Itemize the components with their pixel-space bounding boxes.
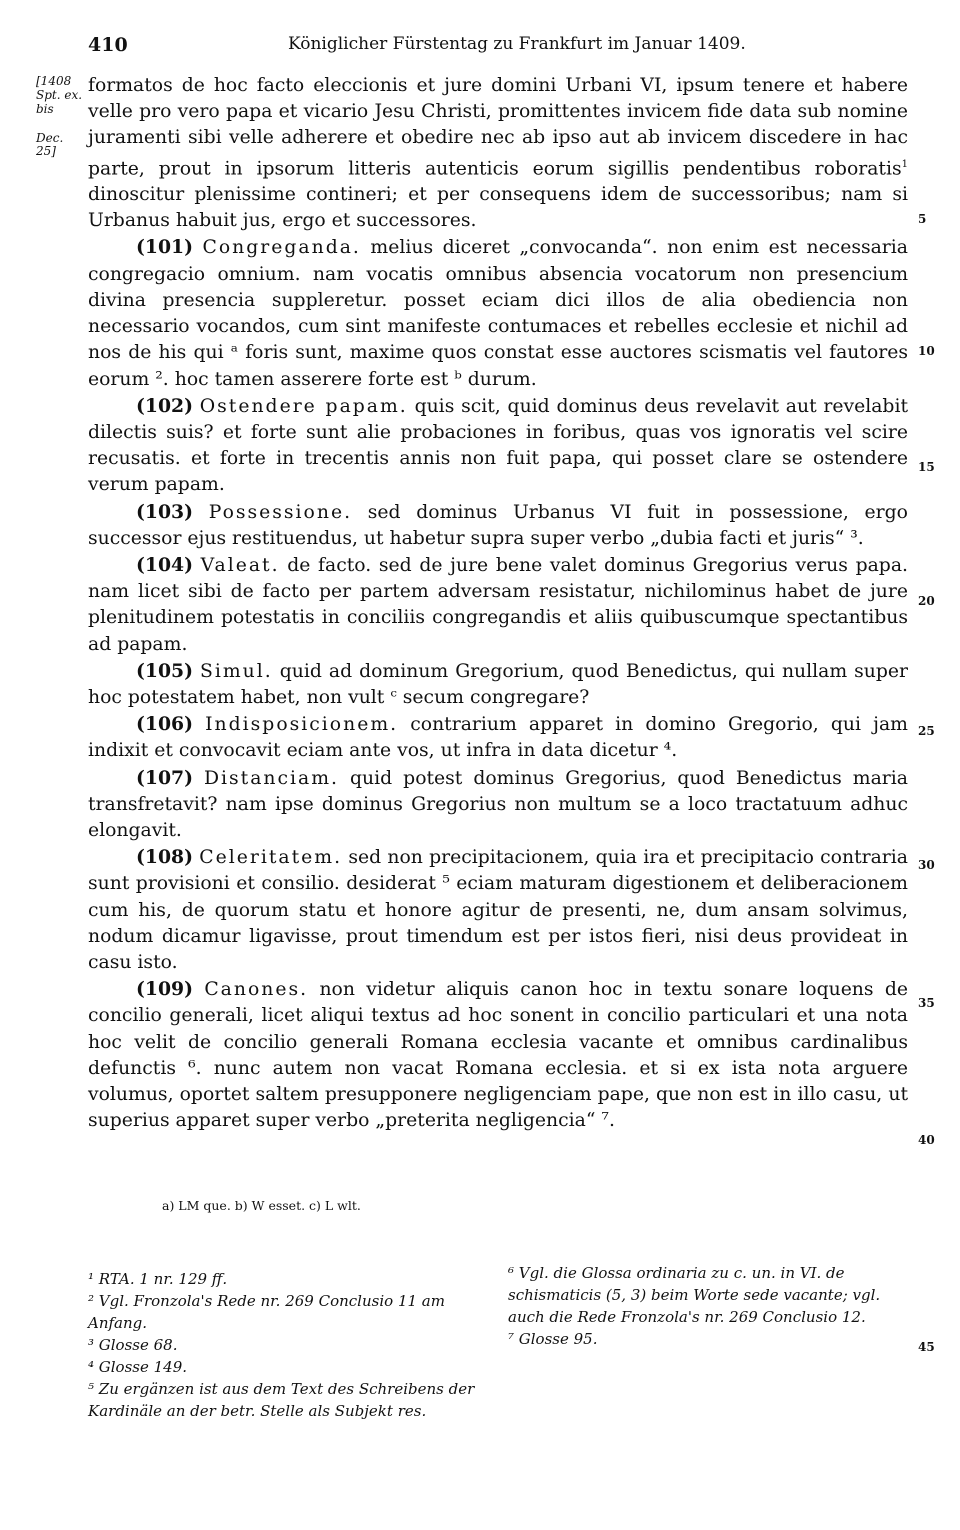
page-number: 410 — [88, 34, 128, 56]
gloss-number: (106) — [136, 713, 193, 736]
intro-text: formatos de hoc facto eleccionis et jure domini Urbani VI, ipsum tenere et habere velle pro vero papa et vicario Jesu Christi, promittentes invicem fide data sub nomine juramenti sibi velle adherere et obedire nec ab ipso aut ab invicem discedere in hac parte, prout in ipsorum litteris autenticis eorum sigillis pendentibus roboratis — [88, 75, 908, 179]
text-variants: a) LM que. b) W esset. c) L wlt. — [162, 1198, 361, 1213]
gloss-lemma: Congreganda. — [202, 237, 361, 259]
footnote: ⁶ Vgl. die Glossa ordinaria zu c. un. in VI. de schismaticis (5, 3) beim Worte sede vacante; vgl. auch die Rede Fronzola's nr. 269 Conclusio 12. — [508, 1264, 881, 1326]
gloss-text: quid potest dominus Gregorius, quod Benedictus maria transfretavit? nam ipse dominus Gregorius non multum se a loco tractatuum adhuc elongavit. — [88, 767, 908, 841]
gloss-lemma: Valeat. — [200, 554, 280, 576]
footnote: ³ Glosse 68. — [88, 1336, 178, 1354]
gloss-paragraph — [88, 844, 908, 976]
footnotes-left — [88, 1268, 488, 1422]
gloss-lemma: Celeritatem. — [199, 847, 343, 869]
gloss-paragraph — [88, 711, 908, 764]
gloss-paragraph — [88, 552, 908, 658]
line-number: 5 — [918, 212, 927, 226]
line-number: 25 — [918, 724, 935, 738]
gloss-paragraph — [88, 393, 908, 499]
margin-date-2: Spt. ex. — [36, 88, 83, 102]
gloss-lemma: Ostendere papam. — [199, 395, 408, 417]
gloss-number: (109) — [136, 978, 193, 1001]
gloss-paragraph — [88, 976, 908, 1134]
gloss-lemma: Distanciam. — [203, 767, 340, 789]
footnote-ref: 1 — [901, 158, 908, 170]
gloss-text: sed non precipitacionem, quia ira et precipitacio contraria sunt provisioni et consilio. desiderat ⁵ eciam maturam digestionem et deliberacionem cum his, de quorum statu et honore agitur de presenti, ne, dum ansam solvimus, nodum dicamur ligavisse, prout timendum est per istos fieri, nisi deus provideat in casu isto. — [88, 847, 908, 973]
gloss-number: (105) — [136, 659, 193, 682]
gloss-lemma: Simul. — [199, 660, 273, 682]
page-header — [88, 34, 903, 60]
gloss-number: (104) — [136, 553, 193, 576]
margin-date-3: bis — [36, 102, 54, 116]
gloss-lemma: Indisposicionem. — [205, 714, 399, 736]
gloss-text: contrarium apparet in domino Gregorio, qui jam indixit et convocavit eciam ante vos, ut infra in data dicetur ⁴. — [88, 714, 908, 762]
gloss-paragraph — [88, 234, 908, 392]
gloss-number: (108) — [136, 846, 193, 869]
gloss-text: sed dominus Urbanus VI fuit in possessione, ergo successor ejus restituendus, ut habetur supra super verbo „dubia facti et juris“ ³. — [88, 501, 908, 549]
intro-paragraph — [88, 73, 908, 234]
line-number: 35 — [918, 996, 935, 1010]
footnote: ⁴ Glosse 149. — [88, 1358, 188, 1376]
gloss-lemma: Possessione. — [208, 501, 353, 523]
gloss-number: (107) — [136, 766, 193, 789]
gloss-paragraph — [88, 499, 908, 552]
gloss-text: quis scit, quid dominus deus revelavit aut revelabit dilectis suis? et forte sunt alie probaciones in foribus, quas vos ignoratis vel scire recusatis. et forte in trecentis annis non fuit papa, qui posset clare se ostendere verum papam. — [88, 395, 908, 496]
gloss-text: quid ad dominum Gregorium, quod Benedictus, qui nullam super hoc potestatem habet, non vult ᶜ secum congregare? — [88, 660, 908, 708]
gloss-number: (103) — [136, 500, 193, 523]
line-number: 40 — [918, 1133, 935, 1147]
gloss-number: (102) — [136, 394, 193, 417]
line-number: 45 — [918, 1340, 935, 1354]
main-text — [88, 73, 908, 1134]
margin-date-1: [1408 — [36, 74, 72, 88]
gloss-paragraph — [88, 765, 908, 845]
footnote: ² Vgl. Fronzola's Rede nr. 269 Conclusio 11 am Anfang. — [88, 1292, 445, 1332]
line-number: 20 — [918, 594, 935, 608]
gloss-text: non videtur aliquis canon hoc in textu sonare loquens de concilio generali, licet aliqui textus ad hoc sonent in concilio particulari et una nota hoc velit de concilio generali Romana ecclesia vacante et omnibus cardinalibus defunctis ⁶. nunc autem non vacat Romana ecclesia. et si ex ista nota arguere volumus, oportet saltem presupponere negligenciam pape, que non est in illo casu, ut superius apparet super verbo „preterita negligencia“ ⁷. — [88, 979, 908, 1132]
footnote: ⁷ Glosse 95. — [508, 1330, 598, 1348]
footnotes-right — [508, 1262, 908, 1350]
line-number: 15 — [918, 460, 935, 474]
margin-date-4: Dec. 25] — [36, 131, 64, 158]
footnote: ⁵ Zu ergänzen ist aus dem Text des Schreibens der Kardinäle an der betr. Stelle als Subjekt res. — [88, 1380, 475, 1420]
footnote: ¹ RTA. 1 nr. 129 ff. — [88, 1270, 228, 1288]
line-number: 30 — [918, 858, 935, 872]
gloss-lemma: Canones. — [204, 979, 309, 1001]
line-number: 10 — [918, 344, 935, 358]
gloss-text: melius diceret „convocanda“. non enim est necessaria congregacio omnium. nam vocatis omnibus absencia vocatorum non presencium divina presencia suppleretur. posset eciam dici illos de alia obediencia non necessario vocandos, cum sint manifeste contumaces et rebelles ecclesie et nichil ad nos de his qui ᵃ foris sunt, maxime quos constat esse auctores scismatis vel fautores eorum ². hoc tamen asserere forte est ᵇ durum. — [88, 237, 908, 390]
gloss-text: de facto. sed de jure bene valet dominus Gregorius verus papa. nam licet sibi de facto per partem adversam resistatur, nichilominus habet de jure plenitudinem potestatis in conciliis congregandis et aliis quibuscumque spectantibus ad papam. — [88, 554, 908, 655]
running-title: Königlicher Fürstentag zu Frankfurt im Januar 1409. — [288, 34, 746, 54]
intro-text-after: dinoscitur plenissime contineri; et per consequens idem de successoribus; nam si Urbanus habuit jus, ergo et successores. — [88, 184, 908, 232]
gloss-number: (101) — [136, 236, 193, 259]
gloss-paragraph — [88, 658, 908, 711]
